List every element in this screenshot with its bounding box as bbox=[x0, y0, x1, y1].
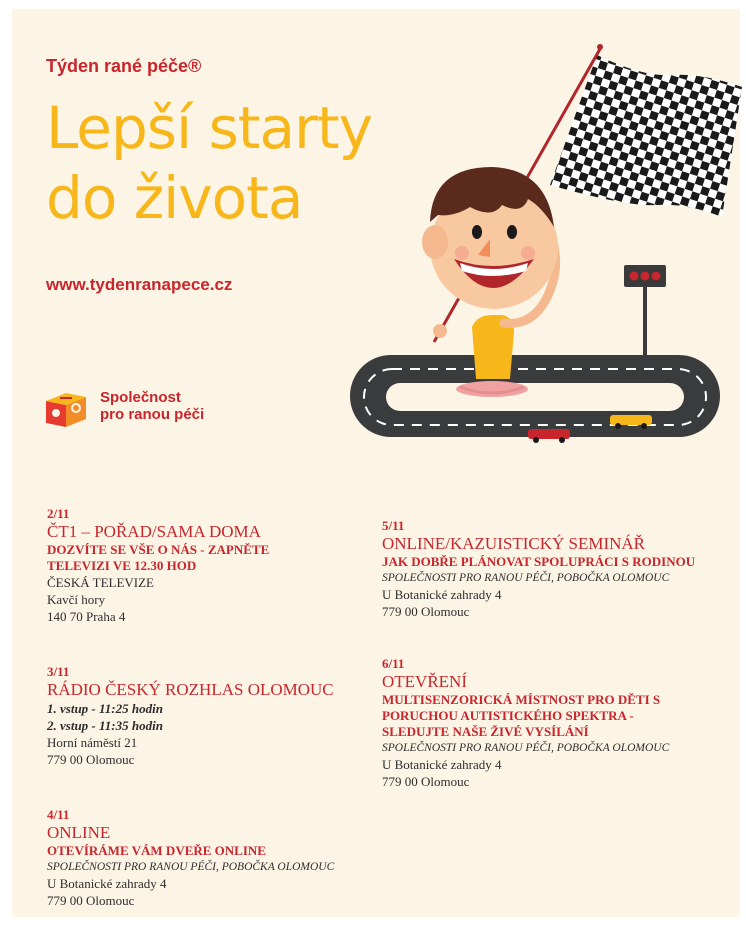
event-address-1: U Botanické zahrady 4 bbox=[47, 876, 167, 891]
event-title: ONLINE/KAZUISTICKÝ SEMINÁŘ bbox=[382, 534, 646, 553]
event-title: OTEVŘENÍ bbox=[382, 672, 467, 691]
event-organizer: ČESKÁ TELEVIZE bbox=[47, 575, 154, 590]
event-3-11 bbox=[47, 663, 387, 768]
headline-line-2: do života bbox=[46, 164, 303, 232]
event-date: 3/11 bbox=[47, 664, 70, 679]
event-date: 2/11 bbox=[47, 506, 70, 521]
logo-text bbox=[100, 389, 204, 423]
event-subtitle-3: SLEDUJTE NAŠE ŽIVÉ VYSÍLÁNÍ bbox=[382, 724, 589, 739]
event-address-2: 779 00 Olomouc bbox=[47, 752, 135, 767]
event-subtitle-1: JAK DOBŘE PLÁNOVAT SPOLUPRÁCI S RODINOU bbox=[382, 554, 696, 569]
flyer-page bbox=[12, 9, 740, 917]
event-address-2: 779 00 Olomouc bbox=[382, 604, 470, 619]
event-organizer: SPOLEČNOSTI PRO RANOU PÉČI, POBOČKA OLOMOUC bbox=[47, 861, 335, 873]
logo-line-2: pro ranou péči bbox=[100, 406, 205, 423]
event-organizer: SPOLEČNOSTI PRO RANOU PÉČI, POBOČKA OLOMOUC bbox=[382, 572, 670, 584]
event-address-1: U Botanické zahrady 4 bbox=[382, 757, 502, 772]
event-date: 4/11 bbox=[47, 807, 70, 822]
checkered-flag bbox=[550, 55, 742, 217]
event-2-11 bbox=[47, 505, 387, 625]
event-4-11 bbox=[47, 806, 387, 909]
event-address-2: 140 70 Praha 4 bbox=[47, 609, 126, 624]
logo-line-1: Společnost bbox=[100, 389, 181, 406]
event-date: 5/11 bbox=[382, 518, 405, 533]
event-time-1: 1. vstup - 11:25 hodin bbox=[47, 701, 163, 716]
event-address-2: 779 00 Olomouc bbox=[382, 774, 470, 789]
headline bbox=[46, 93, 372, 233]
event-title: RÁDIO ČESKÝ ROZHLAS OLOMOUC bbox=[47, 680, 334, 699]
event-address-1: Kavčí hory bbox=[47, 592, 106, 607]
event-subtitle-1: MULTISENZORICKÁ MÍSTNOST PRO DĚTI S bbox=[382, 692, 661, 707]
event-subtitle-2: PORUCHOU AUTISTICKÉHO SPEKTRA - bbox=[382, 708, 634, 723]
event-date: 6/11 bbox=[382, 656, 405, 671]
event-time-2: 2. vstup - 11:35 hodin bbox=[47, 718, 163, 733]
event-address-2: 779 00 Olomouc bbox=[47, 893, 135, 908]
logo-cube-icon bbox=[42, 389, 96, 429]
boy-with-flag-illustration bbox=[342, 27, 742, 447]
event-address-1: U Botanické zahrady 4 bbox=[382, 587, 502, 602]
event-address-1: Horní náměstí 21 bbox=[47, 735, 138, 750]
event-title: ČT1 – POŘAD/SAMA DOMA bbox=[47, 522, 261, 541]
website-link[interactable]: www.tydenranapece.cz bbox=[46, 275, 233, 294]
organization-logo bbox=[42, 389, 232, 429]
event-organizer: SPOLEČNOSTI PRO RANOU PÉČI, POBOČKA OLOMOUC bbox=[382, 742, 670, 754]
headline-line-1: Lepší starty bbox=[46, 94, 372, 162]
event-subtitle-2: TELEVIZI VE 12.30 HOD bbox=[47, 558, 197, 573]
event-subtitle-1: DOZVÍTE SE VŠE O NÁS - ZAPNĚTE bbox=[47, 542, 270, 557]
event-title: ONLINE bbox=[47, 823, 111, 842]
brand-subtitle: Týden rané péče® bbox=[46, 56, 202, 76]
event-5-11 bbox=[382, 517, 722, 620]
event-subtitle-1: OTEVÍRÁME VÁM DVEŘE ONLINE bbox=[47, 843, 266, 858]
event-6-11 bbox=[382, 655, 722, 790]
